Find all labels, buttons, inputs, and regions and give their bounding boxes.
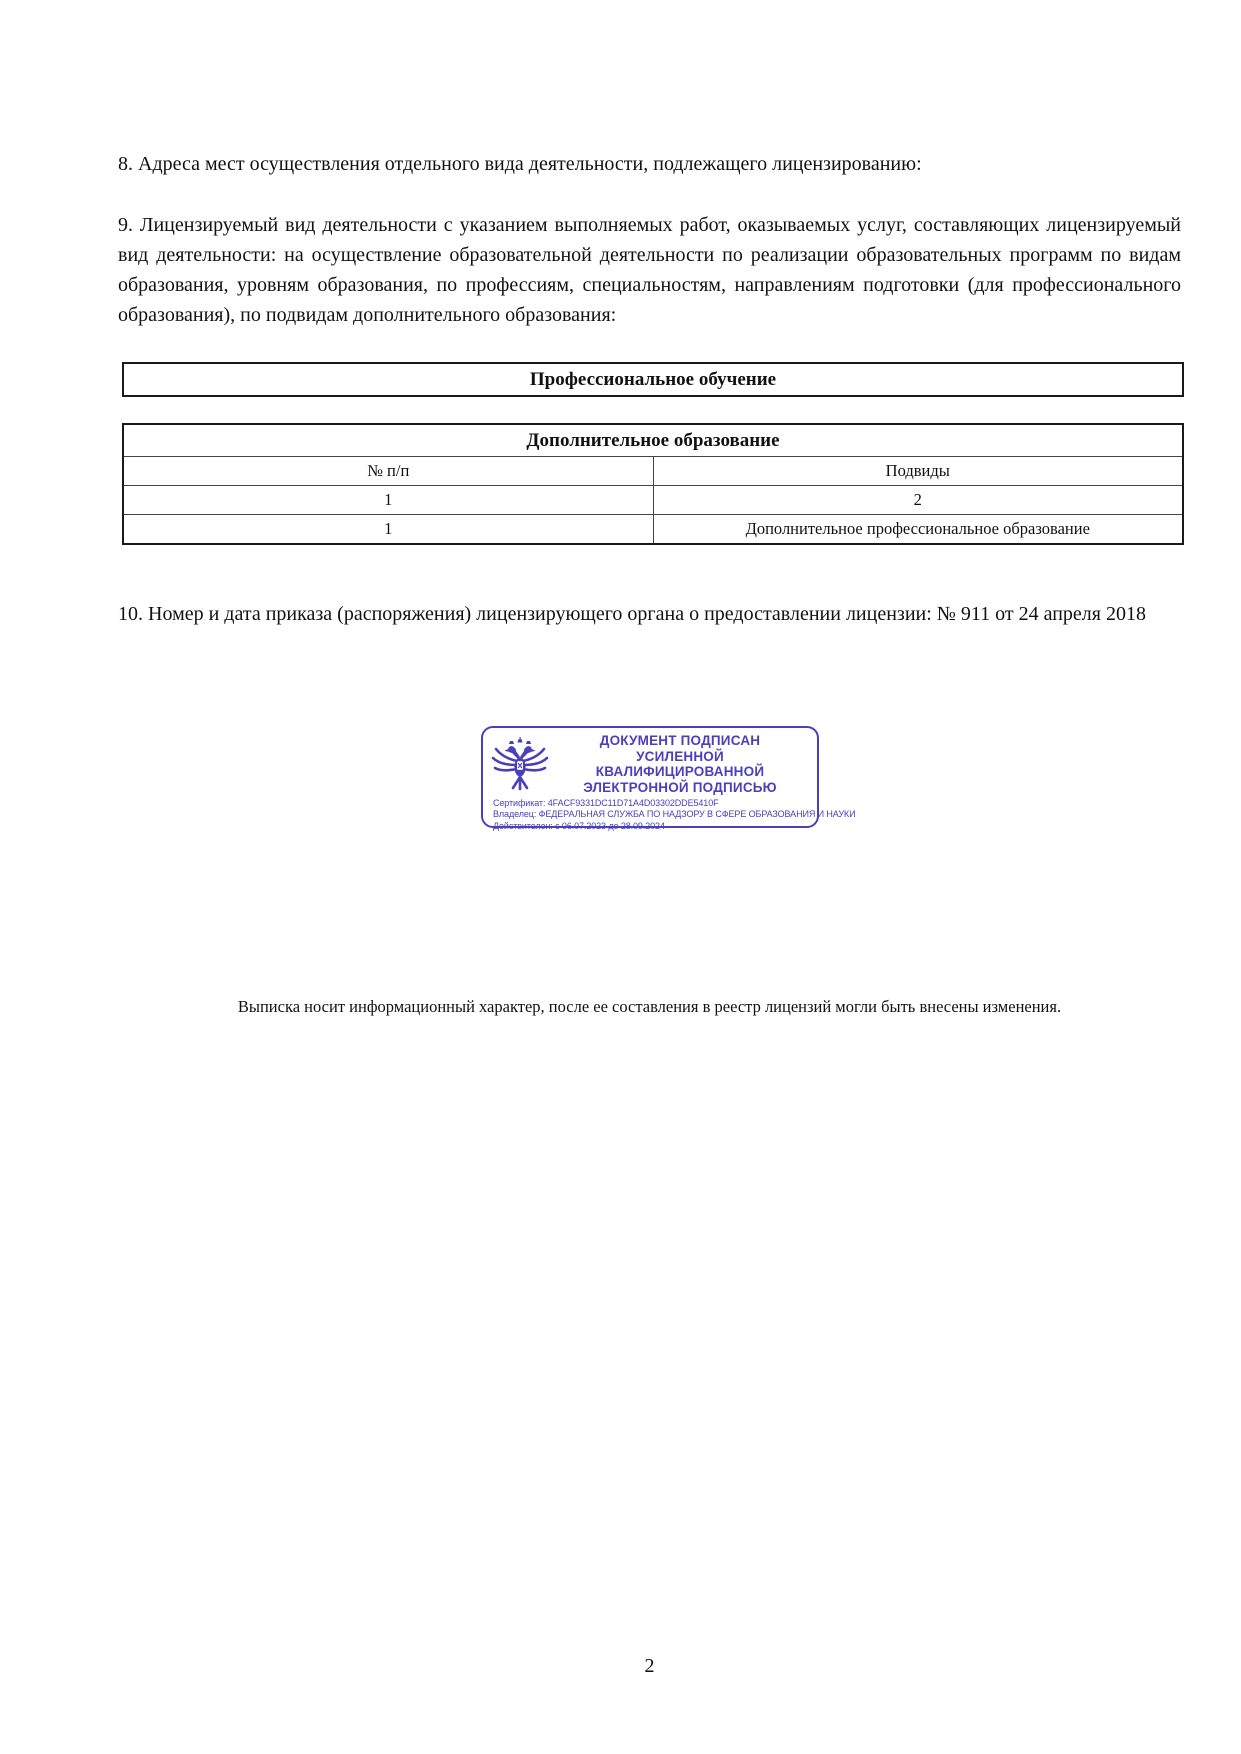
table-row	[123, 363, 1183, 396]
stamp-title-line2: УСИЛЕННОЙ КВАЛИФИЦИРОВАННОЙ	[595, 748, 765, 779]
additional-education-title: Дополнительное образование	[123, 424, 1183, 457]
table-column-numbers-row	[123, 486, 1183, 515]
stamp-validity: Действителен: с 06.07.2023 до 28.09.2024	[493, 820, 665, 831]
professional-training-table	[122, 362, 1184, 397]
electronic-signature-stamp	[481, 726, 856, 831]
row-num-cell: 1	[123, 515, 653, 545]
paragraph-8-addresses: 8. Адреса мест осуществления отдельного вида деятельности, подлежащего лицензированию:	[118, 153, 922, 175]
column-number-2: 2	[653, 486, 1183, 515]
stamp-title-line1: ДОКУМЕНТ ПОДПИСАН	[599, 733, 761, 748]
table-title-row	[123, 424, 1183, 457]
column-header-num: № п/п	[123, 457, 653, 486]
russian-coat-of-arms-icon	[489, 737, 551, 791]
professional-training-title: Профессиональное обучение	[123, 363, 1183, 396]
stamp-title-line3: ЭЛЕКТРОННОЙ ПОДПИСЬЮ	[583, 779, 777, 795]
stamp-certificate: Сертификат: 4FACF9331DC11D71A4D03302DDE5410F	[493, 798, 719, 808]
column-number-1: 1	[123, 486, 653, 515]
row-subtype-cell: Дополнительное профессиональное образование	[653, 515, 1183, 545]
stamp-owner: Владелец: ФЕДЕРАЛЬНАЯ СЛУЖБА ПО НАДЗОРУ В СФЕРЕ ОБРАЗОВАНИЯ И НАУКИ	[493, 809, 856, 820]
table-header-row	[123, 457, 1183, 486]
stamp-details	[483, 795, 856, 832]
informational-note: Выписка носит информационный характер, после ее составления в реестр лицензий могли быть внесены изменения.	[237, 997, 1062, 1016]
paragraph-9-licensed-activity: 9. Лицензируемый вид деятельности с указанием выполняемых работ, оказываемых услуг, составляющих лицензируемый вид деятельности: на осуществление образовательной деятельности по реализации образовательных программ по видам образования, уровням образования, по профессиям, специальностям, направлениям подготовки (для профессионального образования), по подвидам дополнительного образования:	[118, 214, 1181, 326]
table-row	[123, 515, 1183, 545]
stamp-header	[483, 728, 817, 795]
column-header-subtypes: Подвиды	[653, 457, 1183, 486]
paragraph-10-order-number: 10. Номер и дата приказа (распоряжения) лицензирующего органа о предоставлении лицензии: № 911 от 24 апреля 2018	[118, 603, 1146, 625]
page-number: 2	[644, 1655, 655, 1677]
additional-education-table	[122, 423, 1184, 545]
stamp-title	[551, 733, 809, 795]
